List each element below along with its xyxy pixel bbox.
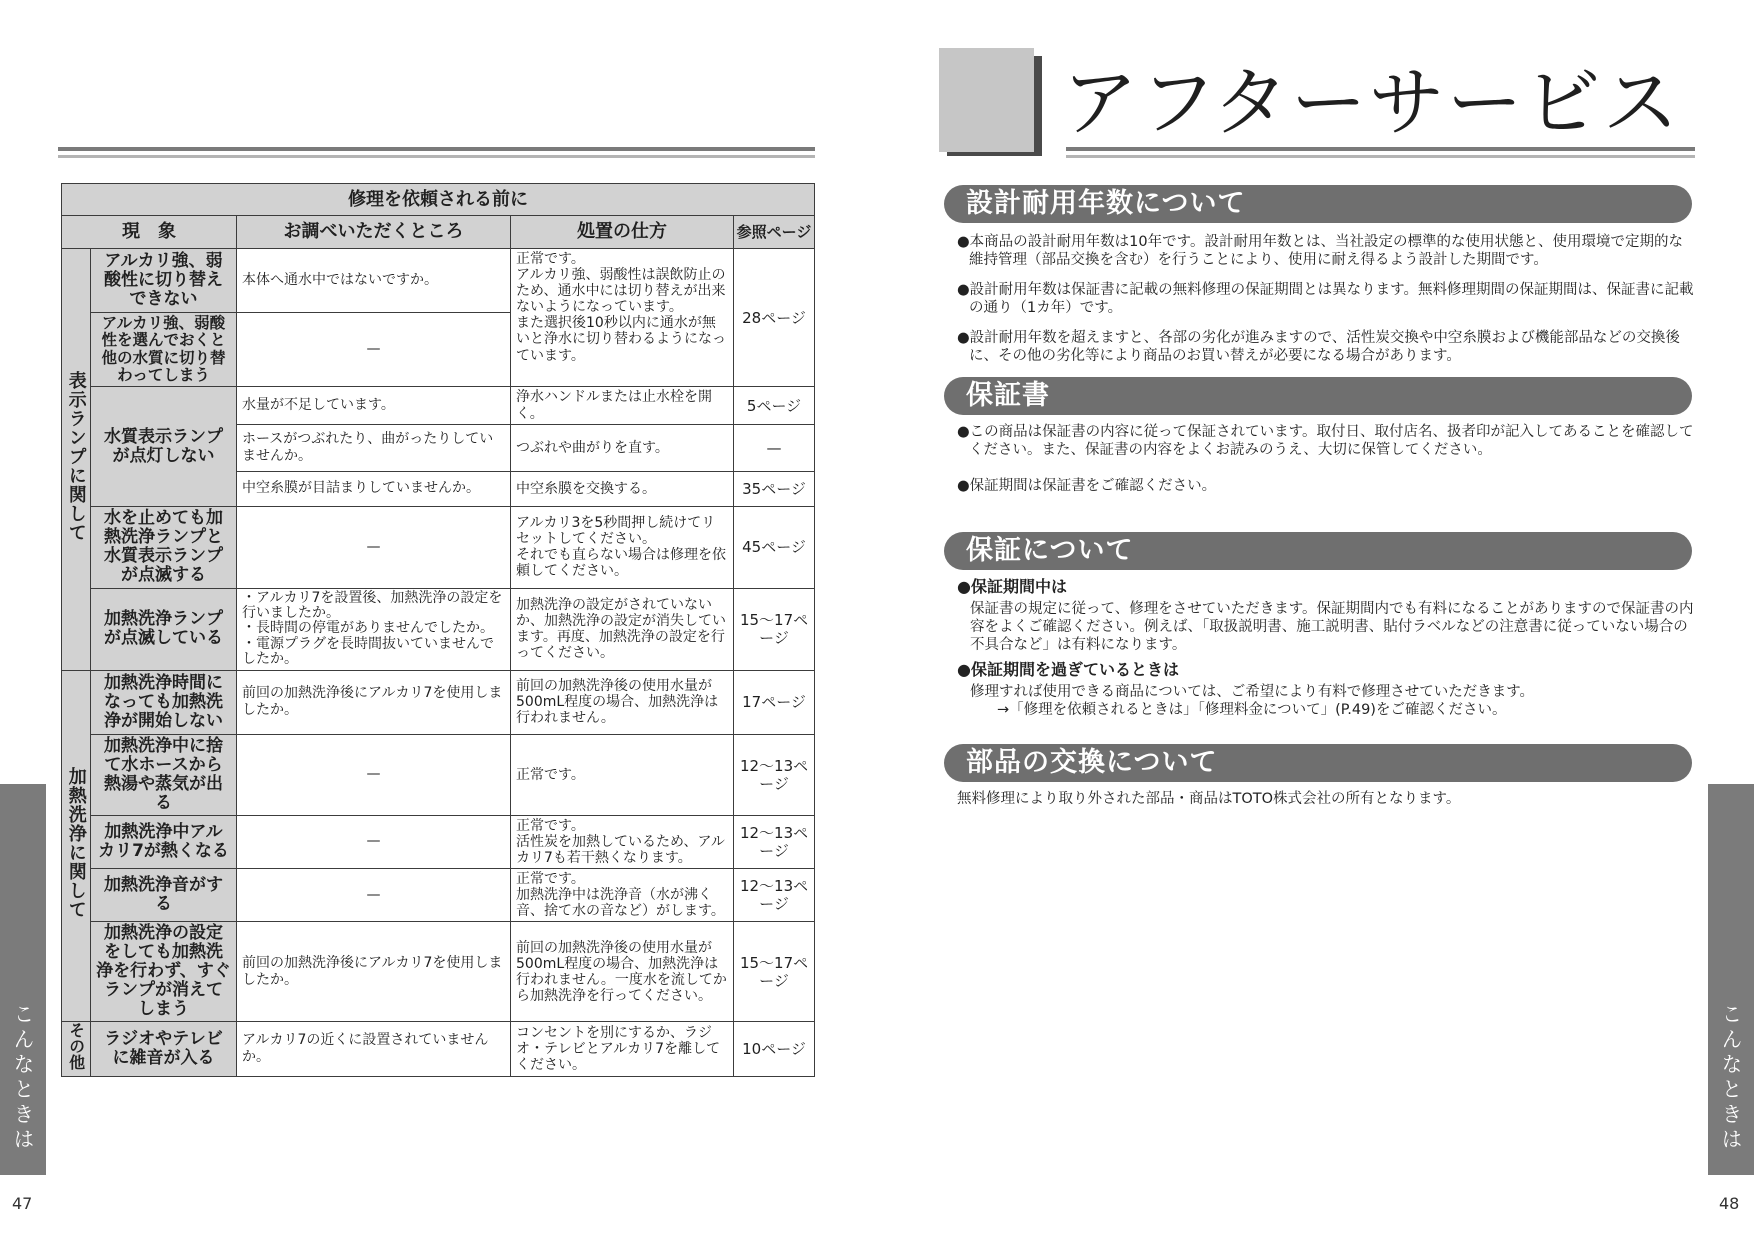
symptom-cell: 加熱洗浄時間になっても加熱洗浄が開始しない bbox=[91, 670, 237, 734]
action-cell: 正常です。 加熱洗浄中は洗浄音（水が沸く音、捨て水の音など）がします。 bbox=[511, 869, 734, 922]
warranty-during-period-text: 保証書の規定に従って、修理をさせていただきます。保証期間内でも有料になることがありますので保証書の内容をよくご確認ください。例えば、「取扱説明書、施工説明書、貼付ラベルなどの注意書に従っていない場合の不具合など」は有料になります。 bbox=[970, 601, 1694, 653]
page-number-right: 48 bbox=[1719, 1194, 1740, 1213]
header-check: お調べいただくところ bbox=[237, 216, 511, 249]
title-rule-light bbox=[1066, 155, 1695, 158]
page-cell: — bbox=[734, 424, 815, 471]
check-cell: — bbox=[237, 869, 511, 922]
check-cell: 中空糸膜が目詰まりしていませんか。 bbox=[237, 471, 511, 506]
header-action: 処置の仕方 bbox=[511, 216, 734, 249]
parts-replacement-paragraph: 無料修理により取り外された部品・商品はTOTO株式会社の所有となります。 bbox=[957, 791, 1461, 807]
action-cell: アルカリ3を5秒間押し続けてリセットしてください。 それでも直らない場合は修理を依頼してください。 bbox=[511, 506, 734, 588]
check-cell: 本体へ通水中ではないですか。 bbox=[237, 249, 511, 313]
action-cell: 前回の加熱洗浄後の使用水量が500mL程度の場合、加熱洗浄は行われません。 bbox=[511, 670, 734, 734]
symptom-cell: アルカリ強、弱酸性に切り替えできない bbox=[91, 249, 237, 313]
action-cell: コンセントを別にするか、ラジオ・テレビとアルカリ7を離してください。 bbox=[511, 1022, 734, 1077]
warranty-expired-heading: ●保証期間を過ぎているときは bbox=[957, 660, 1179, 679]
check-cell: — bbox=[237, 506, 511, 588]
symptom-cell: ラジオやテレビに雑音が入る bbox=[91, 1022, 237, 1077]
symptom-cell: 加熱洗浄の設定をしても加熱洗浄を行わず、すぐランプが消えてしまう bbox=[91, 922, 237, 1022]
top-rule-light bbox=[58, 155, 815, 158]
warranty-card-paragraph-1: ●この商品は保証書の内容に従って保証されています。取付日、取付店名、扱者印が記入してあることを確認してください。また、保証書の内容をよくお読みのうえ、大切に保管してください。 bbox=[957, 424, 1694, 458]
page-cell: 17ページ bbox=[734, 670, 815, 734]
title-decoration-box bbox=[939, 48, 1034, 152]
check-cell: — bbox=[237, 815, 511, 868]
check-cell: — bbox=[237, 313, 511, 387]
action-cell: 中空糸膜を交換する。 bbox=[511, 471, 734, 506]
page-cell: 5ページ bbox=[734, 387, 815, 424]
symptom-cell: 加熱洗浄ランプが点滅している bbox=[91, 588, 237, 670]
page-cell: 12〜13ページ bbox=[734, 734, 815, 815]
action-cell: 正常です。 bbox=[511, 734, 734, 815]
action-cell: つぶれや曲がりを直す。 bbox=[511, 424, 734, 471]
symptom-cell: 加熱洗浄音がする bbox=[91, 869, 237, 922]
check-cell: 水量が不足しています。 bbox=[237, 387, 511, 424]
symptom-cell: 加熱洗浄中アルカリ7が熱くなる bbox=[91, 815, 237, 868]
design-life-paragraph-2: ●設計耐用年数は保証書に記載の無料修理の保証期間とは異なります。無料修理期間の保証期間は、保証書に記載の通り（1カ年）です。 bbox=[957, 282, 1694, 316]
title-rule-dark bbox=[1066, 147, 1695, 151]
side-tab-right: こんなときは bbox=[1708, 784, 1754, 1175]
symptom-cell: 加熱洗浄中に捨て水ホースから熱湯や蒸気が出る bbox=[91, 734, 237, 815]
check-cell: 前回の加熱洗浄後にアルカリ7を使用しましたか。 bbox=[237, 670, 511, 734]
page-cell: 28ページ bbox=[734, 249, 815, 387]
warranty-during-period-heading: ●保証期間中は bbox=[957, 577, 1067, 596]
category-heat-cleaning: 加熱洗浄に関して bbox=[62, 670, 91, 1022]
section-heading-design-life: 設計耐用年数について bbox=[944, 185, 1692, 223]
page-cell: 15〜17ページ bbox=[734, 922, 815, 1022]
page-cell: 15〜17ページ bbox=[734, 588, 815, 670]
check-cell: 前回の加熱洗浄後にアルカリ7を使用しましたか。 bbox=[237, 922, 511, 1022]
check-cell: アルカリ7の近くに設置されていませんか。 bbox=[237, 1022, 511, 1077]
category-other: その他 bbox=[62, 1022, 91, 1077]
side-tab-left: こんなときは bbox=[0, 784, 46, 1175]
symptom-cell: アルカリ強、弱酸性を選んでおくと他の水質に切り替わってしまう bbox=[91, 313, 237, 387]
action-cell: 浄水ハンドルまたは止水栓を開く。 bbox=[511, 387, 734, 424]
page-cell: 12〜13ページ bbox=[734, 869, 815, 922]
action-cell: 正常です。 アルカリ強、弱酸性は誤飲防止のため、通水中には切り替えが出来ないようになっています。 また選択後10秒以内に通水が無いと浄水に切り替わるようになっています。 bbox=[511, 249, 734, 387]
design-life-paragraph-1: ●本商品の設計耐用年数は10年です。設計耐用年数とは、当社設定の標準的な使用状態と、使用環境で定期的な維持管理（部品交換を含む）を行うことにより、使用に耐え得るよう設計した期間です。 bbox=[957, 234, 1683, 268]
check-cell: ・アルカリ7を設置後、加熱洗浄の設定を行いましたか。 ・長時間の停電がありませんでしたか。 ・電源プラグを長時間抜いていませんでしたか。 bbox=[237, 588, 511, 670]
table-title: 修理を依頼される前に bbox=[62, 184, 815, 216]
warranty-expired-reference: →「修理を依頼されるときは」「修理料金について」(P.49)をご確認ください。 bbox=[997, 702, 1507, 718]
action-cell: 前回の加熱洗浄後の使用水量が500mL程度の場合、加熱洗浄は行われません。一度水を流してから加熱洗浄を行ってください。 bbox=[511, 922, 734, 1022]
symptom-cell: 水質表示ランプが点灯しない bbox=[91, 387, 237, 506]
category-display-lamp: 表示ランプに関して bbox=[62, 249, 91, 671]
section-heading-warranty: 保証について bbox=[944, 532, 1692, 570]
page-title: アフターサービス bbox=[1062, 58, 1681, 147]
action-cell: 正常です。 活性炭を加熱しているため、アルカリ7も若干熱くなります。 bbox=[511, 815, 734, 868]
page-cell: 35ページ bbox=[734, 471, 815, 506]
page-cell: 45ページ bbox=[734, 506, 815, 588]
section-heading-warranty-card: 保証書 bbox=[944, 377, 1692, 415]
troubleshooting-table bbox=[61, 183, 815, 1077]
header-page: 参照ページ bbox=[734, 216, 815, 249]
page-number-left: 47 bbox=[12, 1194, 33, 1213]
action-cell: 加熱洗浄の設定がされていないか、加熱洗浄の設定が消失しています。再度、加熱洗浄の設定を行ってください。 bbox=[511, 588, 734, 670]
warranty-card-paragraph-2: ●保証期間は保証書をご確認ください。 bbox=[957, 478, 1217, 494]
header-symptom: 現 象 bbox=[62, 216, 237, 249]
section-heading-parts-replacement: 部品の交換について bbox=[944, 744, 1692, 782]
top-rule-dark bbox=[58, 147, 815, 151]
page-cell: 12〜13ページ bbox=[734, 815, 815, 868]
check-cell: ホースがつぶれたり、曲がったりしていませんか。 bbox=[237, 424, 511, 471]
symptom-cell: 水を止めても加熱洗浄ランプと水質表示ランプが点滅する bbox=[91, 506, 237, 588]
warranty-expired-text: 修理すれば使用できる商品については、ご希望により有料で修理させていただきます。 bbox=[970, 684, 1535, 700]
design-life-paragraph-3: ●設計耐用年数を超えますと、各部の劣化が進みますので、活性炭交換や中空糸膜および機能部品などの交換後に、その他の劣化等により商品のお買い替えが必要になる場合があります。 bbox=[957, 330, 1680, 364]
check-cell: — bbox=[237, 734, 511, 815]
page-cell: 10ページ bbox=[734, 1022, 815, 1077]
